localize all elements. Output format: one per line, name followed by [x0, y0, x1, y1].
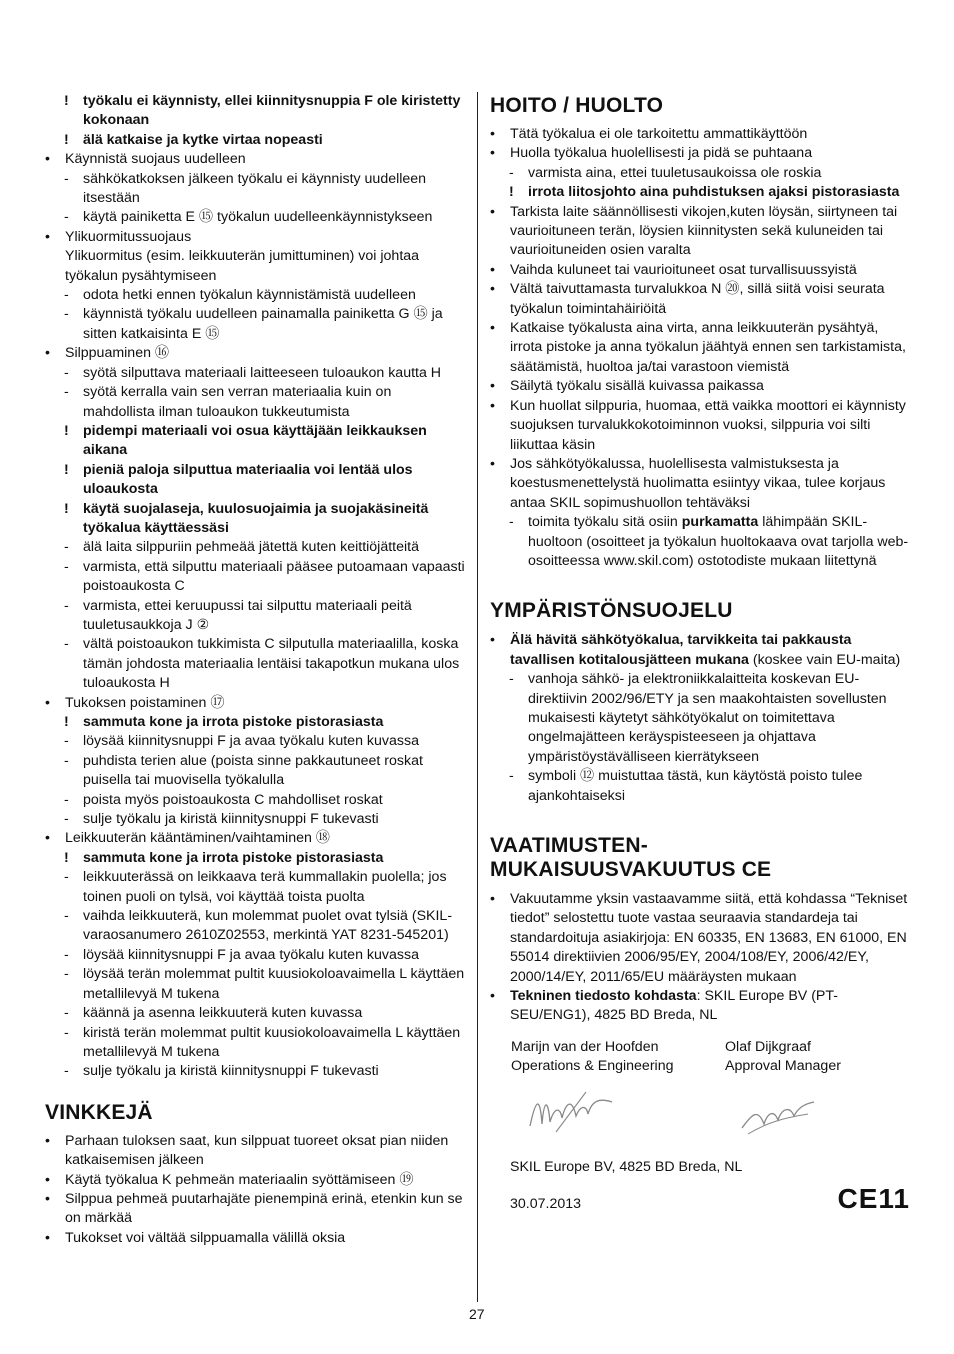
bullet-marker: •: [490, 203, 495, 220]
sub-item: [45, 500, 467, 539]
dash-marker: -: [64, 384, 69, 401]
bullet-item: [490, 319, 910, 377]
dash-marker: -: [509, 768, 514, 785]
right-column: [490, 92, 910, 1215]
item-text: Säilytä työkalu sisällä kuivassa paikassa: [510, 378, 764, 395]
section-heading: VINKKEJÄ: [45, 1100, 153, 1124]
item-text: Tukokset voi vältää silppuamalla välillä oksia: [65, 1229, 346, 1246]
signature-1-icon: [526, 1088, 616, 1138]
sub-item: [45, 170, 467, 209]
item-text-bold: sammuta kone ja irrota pistoke pistorasiasta: [83, 849, 384, 866]
dash-marker: -: [64, 869, 69, 886]
bullet-marker: •: [490, 397, 495, 414]
bullet-marker: •: [490, 126, 495, 142]
item-text: Ylikuormitussuojaus: [65, 228, 192, 245]
item-text: odota hetki ennen työkalun käynnistämistä uudelleen: [83, 287, 416, 304]
item-text: Tarkista laite säännöllisesti vikojen,kuten löysän, siirtyneen tai vaurioituneen terän, löysien kiinnitysten sekä kuluneiden tai vaurioituneiden osien varalta: [510, 203, 898, 259]
item-text: Vakuutamme yksin vastaavamme siitä, että kohdassa “Tekniset tiedot” selostettu tuote vastaa seuraavia standardeja tai standardoituja asiakirjoja: EN 60335, EN 13683, EN 61000, EN 55014 direktiivien 2006/95/EY, 2004/108/EY, 2006/42/EY, 2000/14/EY, 2011/65/EU määräysten mukaan: [510, 891, 908, 985]
sub-item: [45, 946, 467, 965]
sub-item: [490, 513, 910, 571]
dash-marker: -: [509, 671, 514, 688]
warning-marker: !: [509, 184, 514, 201]
bullet-item: [45, 1132, 467, 1171]
bullet-item: [490, 987, 910, 1026]
signature-2-icon: [738, 1094, 818, 1138]
bullet-marker: •: [490, 988, 495, 1005]
bullet-item: [490, 397, 910, 455]
item-text: Vältä taivuttamasta turvalukkoa N ⑳, sillä siitä voisi seurata työkalun toimintahäiriöitä: [510, 281, 885, 317]
warning-marker: !: [64, 500, 69, 517]
warning-marker: !: [64, 461, 69, 478]
item-text: Ylikuormitus (esim. leikkuuterän jumittuminen) voi johtaa työkalun pysähtymiseen: [65, 248, 420, 284]
item-text: älä laita silppuriin pehmeää jätettä kuten keittiöjätteitä: [83, 539, 419, 556]
dash-marker: -: [64, 287, 69, 304]
bullet-marker: •: [45, 1171, 50, 1188]
item-text: vanhoja sähkö- ja elektroniikkalaitteita koskevan EU-direktiivin 2002/96/ETY ja sen maakohtaisten sovellusten mukaisesti käytetyt sähkötyökalut on toimitettava ongelmajätteen keräyspisteeseen ja ohjattava ympäristöystävälliseen kierrätykseen: [528, 671, 887, 765]
warning-marker: !: [64, 714, 69, 730]
item-text: syötä silputtava materiaali laitteeseen tuloaukon kautta H: [83, 364, 442, 381]
bullet-item: [490, 261, 910, 280]
sub-item: [45, 1062, 467, 1081]
bullet-marker: •: [45, 345, 50, 362]
item-text: Parhaan tuloksen saat, kun silppuat tuoreet oksat pian niiden katkaisemisen jälkeen: [65, 1132, 449, 1169]
sub-item: [45, 286, 467, 305]
sub-item: [45, 752, 467, 791]
item-text: puhdista terien alue (poista sinne pakkautuneet roskat puisella tai muovisella työkalulla: [83, 752, 423, 789]
bullet-marker: •: [45, 830, 50, 847]
bullet-marker: •: [490, 261, 495, 278]
item-text-bold: Älä hävitä sähkötyökalua, tarvikkeita tai pakkausta tavallisen kotitalousjätteen mukana: [510, 632, 852, 668]
sub-item: [45, 364, 467, 383]
dash-marker: -: [509, 514, 514, 531]
sub-item: [45, 732, 467, 751]
item-text: sulje työkalu ja kiristä kiinnitysnuppi F tukevasti: [83, 1063, 379, 1080]
sub-item: [490, 164, 910, 183]
sub-item: [45, 965, 467, 1004]
bullet-item: [45, 1190, 467, 1229]
dash-marker: -: [64, 636, 69, 653]
section-heading: [490, 834, 910, 882]
signatory-title: Operations & Engineering: [511, 1057, 674, 1074]
warning-marker: !: [64, 93, 69, 109]
item-text: Leikkuuterän kääntäminen/vaihtaminen ⑱: [65, 830, 330, 847]
bullet-marker: •: [45, 1132, 50, 1149]
item-text: lähimpään SKIL-huoltoon (osoitteet ja työkalun huoltokaava ovat tarjolla web-osoitteessa www.skil.com) ostotodiste mukaan liitettynä: [528, 514, 909, 569]
item-text: syötä kerralla vain sen verran materiaalia kuin on mahdollista ilman tuloaukon tukkeutumista: [83, 384, 392, 420]
company-address: SKIL Europe BV, 4825 BD Breda, NL: [510, 1158, 743, 1175]
declaration-date: 30.07.2013: [510, 1196, 582, 1213]
item-text: Vaihda kuluneet tai vaurioituneet osat turvallisuussyistä: [510, 261, 857, 278]
item-text: sähkökatkoksen jälkeen työkalu ei käynnisty uudelleen itsestään: [83, 170, 427, 207]
sub-item: [45, 849, 467, 868]
bullet-item: [490, 631, 910, 670]
paragraph: [45, 247, 467, 286]
item-text: Silppuaminen ⑯: [65, 345, 170, 362]
bullet-item: [490, 125, 910, 144]
item-text: Silppua pehmeä puutarhajäte pienempinä erinä, etenkin kun se on märkää: [65, 1190, 463, 1227]
dash-marker: -: [64, 306, 69, 323]
sub-item: [45, 810, 467, 829]
ce-mark-icon: CE11: [837, 1183, 910, 1215]
warning-marker: !: [64, 131, 69, 148]
item-text: varmista, ettei keruupussi tai silputtu materiaali peitä tuuletusaukkoja J ②: [83, 597, 412, 633]
sub-item: [45, 713, 467, 732]
sub-item: [45, 305, 467, 344]
section-heading: YMPÄRISTÖNSUOJELU: [490, 599, 733, 623]
item-text: poista myös poistoaukosta C mahdolliset roskat: [83, 791, 383, 808]
dash-marker: -: [64, 908, 69, 925]
item-text: Käynnistä suojaus uudelleen: [65, 151, 246, 168]
sub-item: [45, 422, 467, 461]
dash-marker: -: [64, 597, 69, 614]
bullet-item: [45, 1229, 467, 1248]
signature-block: [490, 1038, 910, 1148]
dash-marker: -: [64, 209, 69, 226]
item-text: symboli ⑫ muistuttaa tästä, kun käytöstä poisto tulee ajankohtaiseksi: [528, 768, 863, 804]
dash-marker: -: [64, 733, 69, 750]
item-text: löysää terän molemmat pultit kuusiokoloavaimella L käyttäen metallilevyä M tukena: [83, 966, 465, 1002]
item-text: varmista, että silputtu materiaali pääsee putoamaan vapaasti poistoaukosta C: [83, 558, 465, 595]
bullet-item: [45, 344, 467, 363]
item-text: käytä painiketta E ⑮ työkalun uudelleenkäynnistykseen: [83, 209, 433, 226]
bullet-item: [45, 1171, 467, 1190]
item-text-bold: käytä suojalaseja, kuulosuojaimia ja suojakäsineitä työkalua käyttäessäsi: [83, 500, 429, 536]
item-text-bold: Tekninen tiedosto kohdasta: [510, 988, 697, 1005]
item-text: sulje työkalu ja kiristä kiinnitysnuppi F tukevasti: [83, 811, 379, 828]
item-text-bold: sammuta kone ja irrota pistoke pistorasiasta: [83, 714, 384, 730]
bullet-marker: •: [490, 455, 495, 472]
dash-marker: -: [64, 558, 69, 575]
item-text: leikkuuterässä on leikkaava terä kummallakin puolella; jos toinen puoli on tylsä, voi käyttää toista puolta: [83, 869, 447, 905]
sub-item: [45, 868, 467, 907]
sub-item: [45, 597, 467, 636]
sub-item: [490, 670, 910, 767]
bullet-marker: •: [490, 891, 495, 907]
sub-item: [45, 538, 467, 557]
sub-item: [490, 183, 910, 202]
sub-item: [45, 791, 467, 810]
bullet-marker: •: [45, 1229, 50, 1246]
bullet-item: [490, 890, 910, 987]
dash-marker: -: [64, 1005, 69, 1022]
dash-marker: -: [64, 752, 69, 769]
signatory-name: Marijn van der Hoofden: [511, 1038, 659, 1055]
heading-line: MUKAISUUSVAKUUTUS: [490, 858, 736, 881]
sub-item: [45, 1004, 467, 1023]
item-text-bold: pieniä paloja silputtua materiaalia voi lentää ulos uloaukosta: [83, 461, 413, 498]
bullet-marker: •: [490, 378, 495, 395]
sub-item: [45, 1024, 467, 1063]
warning-marker: !: [64, 849, 69, 866]
bullet-item: [45, 150, 467, 169]
item-text: Jos sähkötyökalussa, huolellisesta valmistuksesta ja koestusmenettelystä huolimatta esiintyy vikaa, tulee korjaus antaa SKIL sopimushuollon tehtäväksi: [510, 455, 886, 511]
item-text: Käytä työkalua K pehmeän materiaalin syöttämiseen ⑲: [65, 1171, 414, 1188]
item-text-bold: älä katkaise ja kytke virtaa nopeasti: [83, 131, 323, 148]
item-text: Tätä työkalua ei ole tarkoitettu ammattikäyttöön: [510, 126, 808, 142]
bullet-item: [490, 455, 910, 513]
column-divider: [477, 92, 478, 1302]
bullet-item: [490, 203, 910, 261]
item-text-bold: pidempi materiaali voi osua käyttäjään leikkauksen aikana: [83, 422, 427, 459]
dash-marker: -: [64, 1063, 69, 1080]
bullet-item: [45, 228, 467, 247]
section-heading: HOITO / HUOLTO: [490, 94, 664, 117]
item-text: Huolla työkalua huolellisesti ja pidä se puhtaana: [510, 145, 813, 162]
bullet-marker: •: [490, 632, 495, 649]
dash-marker: -: [509, 164, 514, 181]
bullet-marker: •: [490, 145, 495, 162]
sub-item: [45, 558, 467, 597]
dash-marker: -: [64, 1024, 69, 1041]
item-text: löysää kiinnitysnuppi F ja avaa työkalu kuten kuvassa: [83, 946, 419, 963]
sub-item: [45, 208, 467, 227]
item-text-bold: irrota liitosjohto aina puhdistuksen ajaksi pistorasiasta: [528, 184, 900, 201]
bullet-marker: •: [490, 281, 495, 298]
item-text: toimita työkalu sitä osiin: [528, 514, 682, 531]
item-text: Kun huollat silppuria, huomaa, että vaikka moottori ei käynnisty suojuksen turvalukkokotoiminnon vuoksi, silppuria voi silti liikuttaa käsin: [510, 397, 906, 453]
sub-item: [45, 461, 467, 500]
item-text: vältä poistoaukon tukkimista C silputulla materiaalilla, koska tämän johdosta materiaalia lentäisi takapotkun mukana ulos tuloaukosta H: [83, 636, 460, 692]
bullet-marker: •: [45, 228, 50, 245]
dash-marker: -: [64, 946, 69, 963]
bullet-item: [490, 377, 910, 396]
item-text: (koskee vain EU-maita): [748, 651, 901, 668]
dash-marker: -: [64, 811, 69, 828]
bullet-item: [45, 829, 467, 848]
signatory-name: Olaf Dijkgraaf: [725, 1038, 811, 1055]
sub-item: [45, 907, 467, 946]
sub-item: [45, 635, 467, 693]
item-text-bold: purkamatta: [681, 514, 759, 531]
sub-item: [45, 92, 467, 131]
dash-marker: -: [64, 364, 69, 381]
bullet-item: [45, 694, 467, 713]
dash-marker: -: [64, 966, 69, 983]
item-text: : SKIL Europe BV (PT-SEU/ENG1), 4825 BD Breda, NL: [510, 988, 838, 1024]
heading-line: VAATIMUSTEN-: [490, 834, 648, 857]
bullet-marker: •: [490, 320, 495, 337]
item-text: varmista aina, ettei tuuletusaukoissa ole roskia: [528, 164, 822, 181]
item-text: vaihda leikkuuterä, kun molemmat puolet ovat tylsiä (SKIL-varaosanumero 2610Z02553, merkintä YAT 8231-545201): [83, 908, 453, 944]
dash-marker: -: [64, 791, 69, 808]
dash-marker: -: [64, 539, 69, 556]
page-number: 27: [469, 1306, 485, 1322]
bullet-item: [490, 280, 910, 319]
item-text: käännä ja asenna leikkuuterä kuten kuvassa: [83, 1005, 363, 1022]
item-text: käynnistä työkalu uudelleen painamalla painiketta G ⑮ ja sitten katkaisinta E ⑮: [83, 306, 443, 342]
date-row: [490, 1183, 910, 1215]
item-text: Katkaise työkalusta aina virta, anna leikkuuterän pysähtyä, irrota pistoke ja anna työkalun jäähtyä ennen sen tarkistamista, säätämistä, huoltoa ja/tai varastoon viemistä: [510, 320, 906, 375]
bullet-marker: •: [45, 694, 50, 711]
signatory-title: Approval Manager: [725, 1057, 841, 1074]
bullet-marker: •: [45, 151, 50, 168]
left-column: [45, 92, 467, 1248]
item-text: kiristä terän molemmat pultit kuusiokoloavaimella L käyttäen metallilevyä M tukena: [83, 1024, 461, 1060]
bullet-item: [490, 144, 910, 163]
item-text: Tukoksen poistaminen ⑰: [65, 694, 225, 711]
bullet-marker: •: [45, 1190, 50, 1207]
sub-item: [490, 767, 910, 806]
sub-item: [45, 383, 467, 422]
item-text: löysää kiinnitysnuppi F ja avaa työkalu kuten kuvassa: [83, 733, 419, 750]
item-text-bold: työkalu ei käynnisty, ellei kiinnitysnuppia F ole kiristetty kokonaan: [83, 93, 461, 129]
dash-marker: -: [64, 170, 69, 187]
ce-mark-icon: CE: [741, 858, 772, 881]
sub-item: [45, 131, 467, 150]
warning-marker: !: [64, 422, 69, 439]
